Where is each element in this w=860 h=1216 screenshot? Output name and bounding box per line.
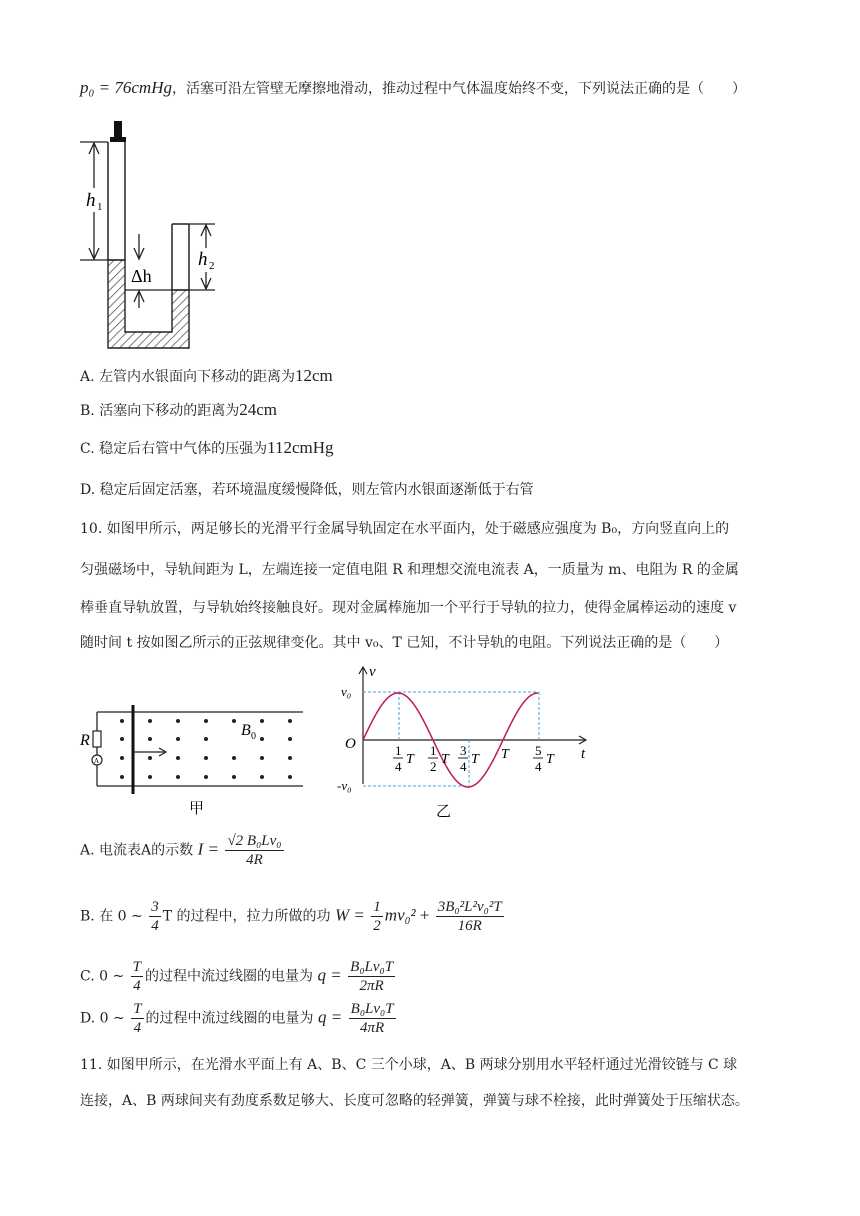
axis-v-label: v [369, 664, 376, 680]
field-dot [120, 756, 124, 760]
q9-formula: p₀ = 76cmHg [80, 78, 172, 97]
field-dot [148, 719, 152, 723]
field-dot [288, 756, 292, 760]
svg-text:T: T [441, 752, 449, 767]
q10-option-a: A. 电流表A的示数 I = $\frac{\text{√2 B₀Lv₀}}{4R}$ [80, 833, 282, 868]
field-dot [176, 756, 180, 760]
svg-text:1: 1 [430, 743, 437, 758]
resistor-label: R [80, 732, 90, 749]
q10-option-c: C. 0 ~ $\frac{T}{4}$ 的过程中流过线圈的电量为 q = $\frac{\text{B₀Lv₀T}}{2\pi R}$ [80, 959, 394, 994]
magnetic-field-dots [120, 719, 292, 779]
svg-text:4: 4 [395, 759, 402, 774]
field-dot [120, 775, 124, 779]
tick-1-2T [428, 743, 450, 774]
q10-line-3: 棒垂直导轨放置，与导轨始终接触良好。现对金属棒施加一个平行于导轨的拉力，使得金属棒运动的速度 v [80, 600, 737, 616]
b0-label: B [241, 722, 251, 739]
h2-label: h [198, 249, 208, 270]
svg-text:T: T [546, 752, 554, 767]
q9-option-c: C. 稳定后右管中气体的压强为112cmHg [80, 438, 334, 457]
tick-5-4T [533, 743, 555, 774]
field-dot [288, 737, 292, 741]
svg-text:0: 0 [251, 731, 256, 742]
h1-label: h [86, 190, 96, 211]
field-dot [204, 737, 208, 741]
field-dot [232, 719, 236, 723]
field-dot [204, 775, 208, 779]
axis-t-label: t [581, 746, 586, 762]
svg-text:4: 4 [535, 759, 542, 774]
field-dot [176, 737, 180, 741]
neg-v0-label: -v₀ [337, 778, 352, 793]
field-dot [176, 775, 180, 779]
field-dot [260, 756, 264, 760]
field-dot [260, 737, 264, 741]
resistor [93, 731, 101, 747]
caption-yi: 乙 [436, 804, 452, 820]
u-tube-figure [75, 112, 275, 352]
q11-line-2: 连接，A、B 两球间夹有劲度系数足够大、长度可忽略的轻弹簧，弹簧与球不栓接，此时弹簧处于压缩状态。 [80, 1093, 749, 1109]
q10-option-b: B. 在 0 ~ $\frac{3}{4}$ T 的过程中，拉力所做的功 W = $\frac{1}{2}$ mv₀² + $\frac{\text{3B₀²L²v₀²T}}{16R}$ [80, 899, 502, 934]
field-dot [232, 775, 236, 779]
svg-text:T: T [406, 752, 414, 767]
svg-text:4: 4 [460, 759, 467, 774]
q10-option-d: D. 0 ~ $\frac{T}{4}$ 的过程中流过线圈的电量为 q = $\frac{\text{B₀Lv₀T}}{4\pi R}$ [80, 1001, 394, 1036]
field-dot [148, 775, 152, 779]
q9-option-d: D. 稳定后固定活塞，若环境温度缓慢降低，则左管内水银面逐渐低于右管 [80, 482, 534, 498]
field-dot [260, 775, 264, 779]
q10-line-4: 随时间 t 按如图乙所示的正弦规律变化。其中 v₀、T 已知，不计导轨的电阻。下列说法正确的是（ ） [80, 635, 729, 651]
field-dot [232, 756, 236, 760]
q10-line-2: 匀强磁场中，导轨间距为 L，左端连接一定值电阻 R 和理想交流电流表 A，一质量为 m、电阻为 R 的金属 [80, 562, 739, 578]
svg-text:2: 2 [209, 260, 215, 272]
field-dot [204, 756, 208, 760]
field-dot [148, 756, 152, 760]
piston [110, 121, 126, 142]
tick-1-4T [393, 743, 415, 774]
q10-line-1: 10. 如图甲所示，两足够长的光滑平行金属导轨固定在水平面内，处于磁感应强度为 B₀，方向竖直向上的 [80, 521, 730, 537]
field-dot [176, 719, 180, 723]
svg-text:1: 1 [395, 743, 402, 758]
field-dot [260, 719, 264, 723]
q11-line-1: 11. 如图甲所示，在光滑水平面上有 A、B、C 三个小球，A、B 两球分别用水平轻杆通过光滑铰链与 C 球 [80, 1057, 738, 1073]
tick-T: T [501, 747, 509, 762]
v0-label: v₀ [341, 684, 352, 699]
dh-label: Δh [131, 266, 152, 286]
svg-text:3: 3 [460, 743, 467, 758]
q9-option-b: B. 活塞向下移动的距离为24cm [80, 400, 277, 419]
svg-text:A: A [94, 757, 100, 765]
field-dot [120, 719, 124, 723]
field-dot [288, 775, 292, 779]
velocity-graph-yi [335, 662, 595, 822]
svg-text:5: 5 [535, 743, 542, 758]
field-dot [120, 737, 124, 741]
field-dot [148, 737, 152, 741]
origin-label: O [345, 736, 356, 752]
q9-intro [80, 78, 746, 98]
field-dot [204, 719, 208, 723]
svg-text:1: 1 [97, 201, 103, 213]
svg-text:2: 2 [430, 759, 437, 774]
rail-figure-jia [75, 665, 315, 815]
field-dot [288, 719, 292, 723]
q9-option-a: A. 左管内水银面向下移动的距离为12cm [80, 366, 333, 385]
q9-intro-text: ，活塞可沿左管壁无摩擦地滑动，推动过程中气体温度始终不变，下列说法正确的是（ ） [171, 81, 746, 97]
caption-jia: 甲 [189, 801, 205, 815]
svg-text:T: T [471, 752, 479, 767]
